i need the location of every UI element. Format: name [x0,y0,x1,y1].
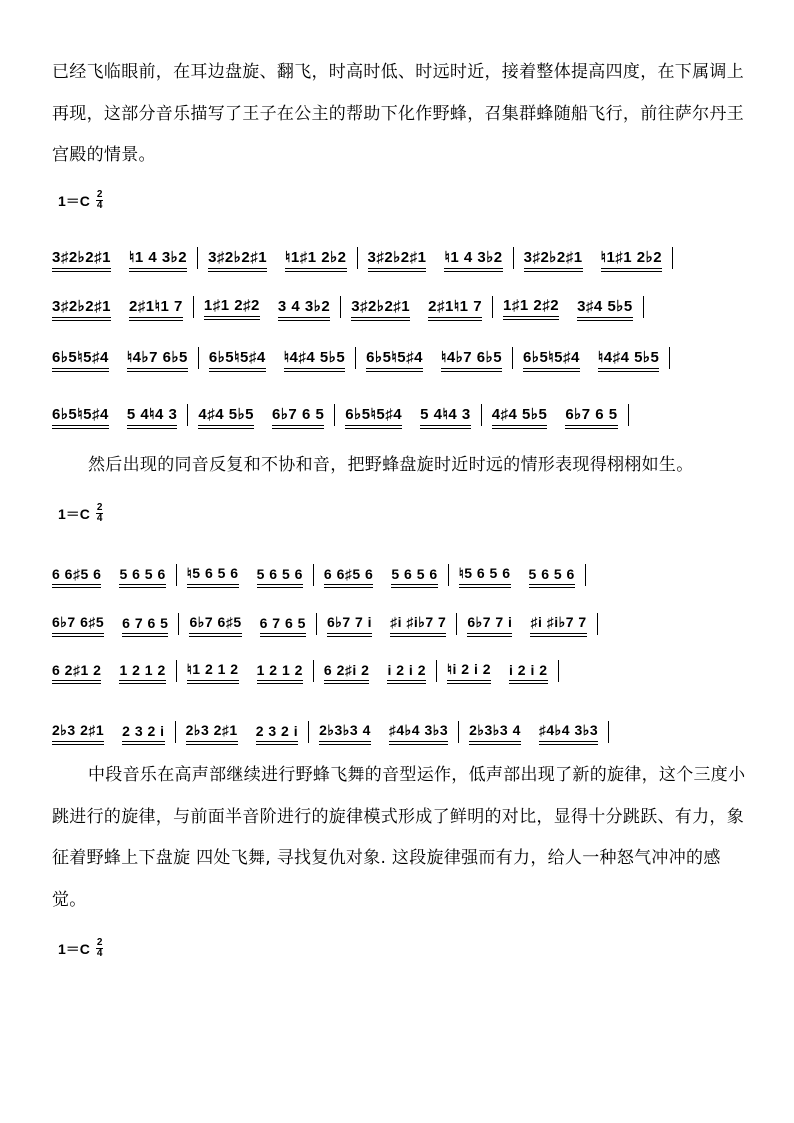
note-group: 6♭5♮5♯4 [209,348,266,369]
note-group: ♯i ♯i♭7 7 [530,614,586,634]
note-group: 2♭3♭3 4 [319,722,371,742]
bar-line [176,564,177,586]
note-group: 6 2♯1 2 [52,662,101,681]
time-denominator: 4 [96,948,103,959]
measure [52,405,177,426]
score-row [52,560,596,590]
bar-line [340,296,341,318]
bar-line [436,660,437,682]
bar-line [512,347,513,369]
time-signature [96,503,104,524]
measure [187,565,303,585]
note-group: i 2 i 2 [509,662,548,681]
note-group: 3 4 3♭2 [278,297,330,318]
measure [186,722,299,742]
note-group: ♮4♯4 5♭5 [284,348,345,369]
score-row [52,292,654,322]
measure [324,566,438,585]
bar-line [672,247,673,269]
note-group: 3♯2♭2♯1 [368,248,427,269]
note-group: 3♯4 5♭5 [577,297,633,318]
score-row [52,243,683,273]
note-group: 5 6 5 6 [257,566,303,585]
time-denominator: 4 [96,513,103,524]
measure [52,348,188,369]
measure [52,566,166,585]
score-row [52,609,608,639]
note-group: ♮4♭7 6♭5 [441,348,502,369]
measure [368,248,503,269]
note-group: 6 2♯i 2 [324,662,370,681]
note-group: 6♭7 6 5 [565,405,617,426]
bar-line [355,347,356,369]
bar-line [334,404,335,426]
note-group: 2♯1♮1 7 [129,297,183,318]
bar-line [357,247,358,269]
note-group: 5 4♮4 3 [420,405,471,426]
note-group: 6♭7 6♯5 [189,614,241,634]
bar-line [492,296,493,318]
note-group: 6♭7 7 i [327,614,372,634]
note-group: ♮1 4 3♭2 [444,248,502,269]
note-group: 6 6♯5 6 [52,566,101,585]
key-label: 1＝C [58,505,90,522]
measure [447,661,548,681]
note-group: i 2 i 2 [387,662,426,681]
time-denominator: 4 [96,200,103,211]
note-group: ♮1♯1 2♭2 [601,248,662,269]
measure [52,297,183,318]
measure [351,297,482,318]
bar-line [313,660,314,682]
note-group: ♯4♭4 3♭3 [539,722,598,742]
bar-line [175,721,176,743]
bar-line [597,613,598,635]
bar-line [313,564,314,586]
note-group: 3♯2♭2♯1 [351,297,410,318]
note-group: 6♭7 6 5 [272,405,324,426]
note-group: 6 6♯5 6 [324,566,373,585]
note-group: 2♭3 2♯1 [52,722,104,742]
bar-line [308,721,309,743]
measure [469,722,598,742]
note-group: ♮1 2 1 2 [187,661,239,681]
measure [523,348,659,369]
note-group: 5 6 5 6 [529,566,575,585]
note-group: ♮4♭7 6♭5 [127,348,188,369]
measure [52,722,165,742]
bar-line [176,660,177,682]
note-group: 2♭3♭3 4 [469,722,521,742]
intro-paragraph: 已经飞临眼前，在耳边盘旋、翻飞，时高时低、时远时近，接着整体提高四度，在下属调上再现，这部分音乐描写了王子在公主的帮助下化作野蜂，召集群蜂随船飞行，前往萨尔丹王宫殿的情景。 [52,62,744,165]
time-numerator: 2 [96,502,103,513]
note-group: ♮i 2 i 2 [447,661,491,681]
second-paragraph: 然后出现的同音反复和不协和音，把野蜂盘旋时近时远的情形表现得栩栩如生。 [88,455,694,475]
note-group: 1♯1 2♯2 [503,297,559,317]
note-group: ♮1 4 3♭2 [129,248,187,269]
bar-line [513,247,514,269]
measure [198,405,324,426]
score-row [52,656,569,686]
measure [459,565,575,585]
bar-line [669,347,670,369]
note-group: 5 6 5 6 [391,566,437,585]
bar-line [187,404,188,426]
key-label: 1＝C [58,940,90,957]
measure [52,614,168,634]
measure [366,348,502,369]
measure [327,614,446,634]
note-group: ♮1♯1 2♭2 [285,248,346,269]
bar-line [316,613,317,635]
bar-line [458,721,459,743]
measure [189,614,305,634]
time-signature [96,190,104,211]
note-group: ♮4♯4 5♭5 [598,348,659,369]
third-paragraph: 中段音乐在高声部继续进行野蜂飞舞的音型运作，低声部出现了新的旋律，这个三度小跳进行的旋律，与前面半音阶进行的旋律模式形成了鲜明的对比，显得十分跳跃、有力，象征着野蜂上下盘旋 四处飞舞, 寻找复仇对象. 这段旋律强而有力，给人一种怒气冲冲的感觉。 [52,765,746,910]
time-signature [96,938,104,959]
key-signature [58,938,103,959]
bar-line [448,564,449,586]
bar-line [193,296,194,318]
key-label: 1＝C [58,192,90,209]
note-group: 2 3 2 i [256,723,298,742]
score-row [52,717,619,747]
measure [324,662,426,681]
bar-line [178,613,179,635]
measure [187,661,303,681]
note-group: ♮5 6 5 6 [459,565,511,585]
bar-line [628,404,629,426]
bar-line [197,247,198,269]
score-row [52,343,680,373]
note-group: ♯i ♯i♭7 7 [390,614,446,634]
bar-line [558,660,559,682]
bar-line [198,347,199,369]
note-group: 6♭5♮5♯4 [523,348,580,369]
measure [208,248,346,269]
note-group: 6♭5♮5♯4 [366,348,423,369]
measure [492,405,618,426]
note-group: 1♯1 2♯2 [204,297,260,317]
bar-line [585,564,586,586]
bar-line [456,613,457,635]
note-group: 5 6 5 6 [119,566,165,585]
time-numerator: 2 [96,189,103,200]
note-group: 3♯2♭2♯1 [208,248,267,269]
measure [503,297,633,318]
bar-line [481,404,482,426]
note-group: 3♯2♭2♯1 [52,248,111,269]
note-group: 1 2 1 2 [257,662,303,681]
note-group: 6 7 6 5 [122,615,168,634]
note-group: ♮5 6 5 6 [187,565,239,585]
note-group: 4♯4 5♭5 [492,405,548,426]
key-signature [58,503,103,524]
note-group: 5 4♮4 3 [127,405,178,426]
measure [345,405,470,426]
measure [467,614,586,634]
note-group: 2♯1♮1 7 [428,297,482,318]
key-signature [58,190,103,211]
note-group: 2♭3 2♯1 [186,722,238,742]
time-numerator: 2 [96,937,103,948]
note-group: 1 2 1 2 [119,662,165,681]
note-group: 3♯2♭2♯1 [52,297,111,318]
score-row [52,400,639,430]
measure [204,297,330,318]
note-group: 6 7 6 5 [260,615,306,634]
measure [319,722,448,742]
note-group: 2 3 2 i [122,723,164,742]
note-group: 4♯4 5♭5 [198,405,254,426]
bar-line [608,721,609,743]
measure [52,248,187,269]
note-group: 6♭7 6♯5 [52,614,104,634]
note-group: 6♭5♮5♯4 [52,348,109,369]
note-group: 6♭5♮5♯4 [345,405,402,426]
note-group: 3♯2♭2♯1 [524,248,583,269]
measure [52,662,166,681]
measure [524,248,662,269]
note-group: 6♭7 7 i [467,614,512,634]
measure [209,348,345,369]
bar-line [643,296,644,318]
note-group: ♯4♭4 3♭3 [389,722,448,742]
note-group: 6♭5♮5♯4 [52,405,109,426]
